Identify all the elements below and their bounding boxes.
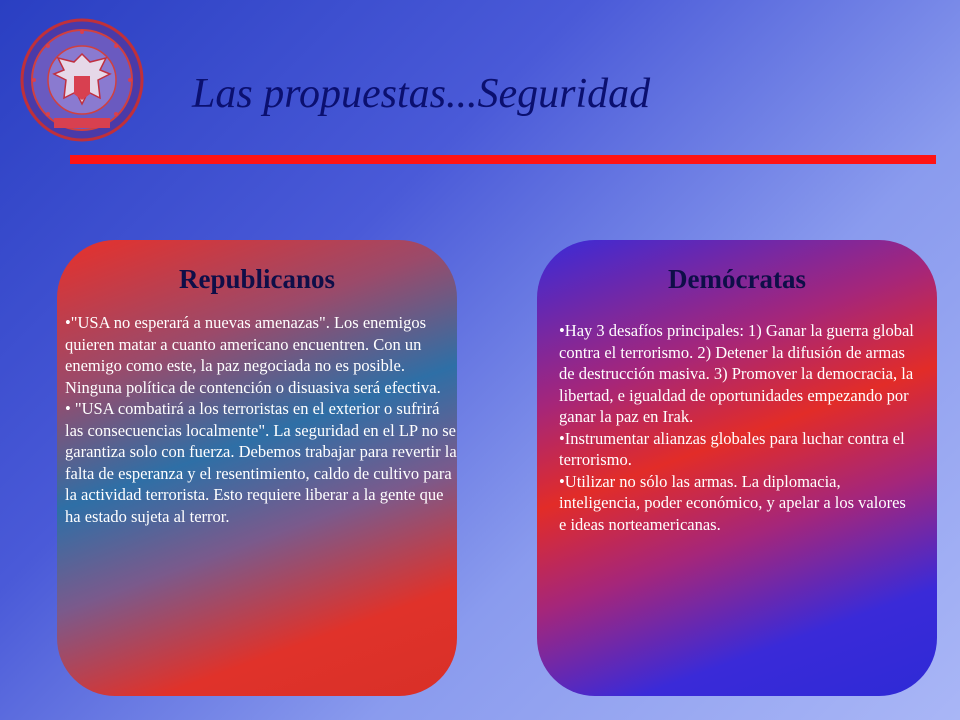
republicanos-panel — [57, 240, 457, 696]
list-item: • "USA combatirá a los terroristas en el exterior o sufrirá las consecuencias localmente". La seguridad en el LP no se garantiza solo con fuerza. Debemos trabajar para revertir la falta de esperanza y el resentimiento, caldo de cultivo para la actividad terrorista. Esto requiere liberar a la gente que ha estado sujeta al terror. — [65, 399, 457, 526]
list-item: •Instrumentar alianzas globales para luchar contra el terrorismo. — [559, 428, 905, 469]
democratas-panel — [537, 240, 937, 696]
republicanos-bullets — [65, 312, 457, 527]
democratas-heading: Demócratas — [668, 264, 806, 294]
republicanos-heading: Republicanos — [178, 264, 336, 294]
democratas-bullets — [559, 320, 915, 535]
list-item: •Hay 3 desafíos principales: 1) Ganar la guerra global contra el terrorismo. 2) Detener la difusión de armas de destrucción masiva. 3) Promover la democracia, la libertad, e igualdad de oportunidades empezando por ganar la paz en Irak. — [559, 321, 914, 426]
university-seal-icon — [20, 18, 145, 143]
title-divider — [70, 155, 936, 164]
list-item: •"USA no esperará a nuevas amenazas". Los enemigos quieren matar a cuanto americano encuentren. Con un enemigo como este, la paz negociada no es posible. Ninguna política de contención o disuasiva será efectiva. — [65, 313, 441, 397]
slide-title: Las propuestas...Seguridad — [192, 71, 651, 117]
list-item: •Utilizar no sólo las armas. La diplomacia, inteligencia, poder económico, y apelar a los valores e ideas norteamericanas. — [559, 471, 906, 534]
